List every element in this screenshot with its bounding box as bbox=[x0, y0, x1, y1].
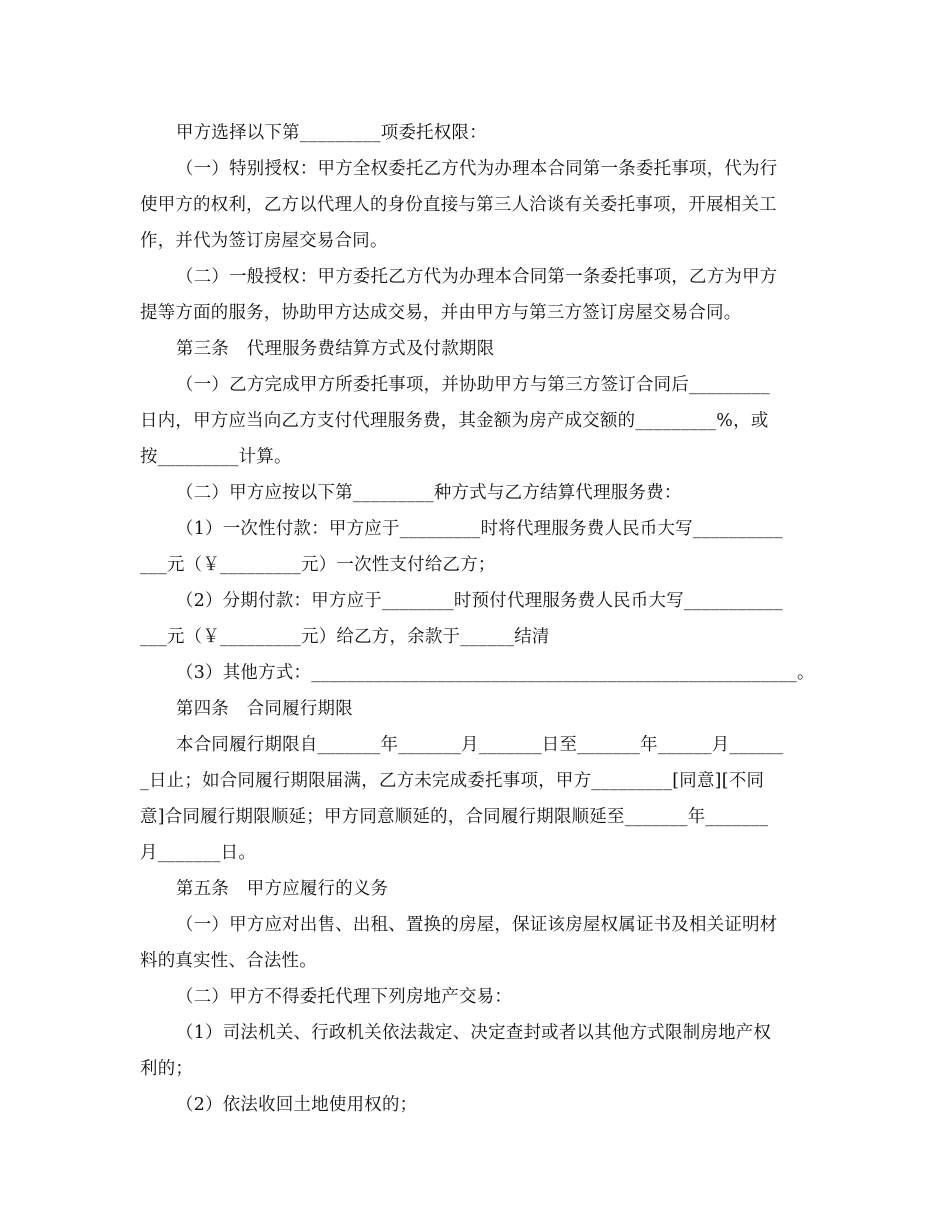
section-heading: 第三条 代理服务费结算方式及付款期限 bbox=[176, 339, 495, 359]
paragraph-line: 利的； bbox=[140, 1059, 194, 1079]
document-body bbox=[140, 115, 820, 1123]
paragraph-line: （二）甲方应按以下第_________种方式与乙方结算代理服务费： bbox=[176, 483, 682, 503]
paragraph-line: （1）司法机关、行政机关依法裁定、决定查封或者以其他方式限制房地产权 bbox=[176, 1023, 772, 1043]
paragraph-line: 月_______日。 bbox=[140, 843, 257, 863]
paragraph-line: （一）甲方应对出售、出租、置换的房屋，保证该房屋权属证书及相关证明材 bbox=[176, 915, 778, 935]
paragraph-line: 按_________计算。 bbox=[140, 447, 292, 467]
paragraph-line: 甲方选择以下第_________项委托权限： bbox=[176, 123, 487, 143]
paragraph-line: 料的真实性、合法性。 bbox=[140, 951, 317, 971]
paragraph-line: 本合同履行期限自_______年_______月_______日至_______年______月______ bbox=[176, 735, 784, 755]
paragraph-line: （2）分期付款：甲方应于________时预付代理服务费人民币大写___________ bbox=[176, 591, 783, 611]
paragraph-line: （一）乙方完成甲方所委托事项，并协助甲方与第三方签订合同后_________ bbox=[176, 375, 770, 395]
paragraph-line: （1）一次性付款：甲方应于_________时将代理服务费人民币大写__________ bbox=[176, 519, 783, 539]
paragraph-line: （3）其他方式：______________________________________________________。 bbox=[176, 663, 815, 683]
paragraph-line: 使甲方的权利，乙方以代理人的身份直接与第三人洽谈有关委托事项，开展相关工 bbox=[140, 195, 777, 215]
paragraph-line: ___元（￥_________元）给乙方，余款于______结清 bbox=[140, 627, 550, 647]
paragraph-line: 日内，甲方应当向乙方支付代理服务费，其金额为房产成交额的_________%，或 bbox=[140, 411, 769, 431]
paragraph-line: 提等方面的服务，协助甲方达成交易，并由甲方与第三方签订房屋交易合同。 bbox=[140, 303, 742, 323]
paragraph-line: 作，并代为签订房屋交易合同。 bbox=[140, 231, 388, 251]
paragraph-line: （2）依法收回土地使用权的； bbox=[176, 1095, 418, 1115]
paragraph-line: （二）一般授权：甲方委托乙方代为办理本合同第一条委托事项，乙方为甲方 bbox=[176, 267, 778, 287]
section-heading: 第四条 合同履行期限 bbox=[176, 699, 353, 719]
paragraph-line: （一）特别授权：甲方全权委托乙方代为办理本合同第一条委托事项，代为行 bbox=[176, 159, 778, 179]
paragraph-line: （二）甲方不得委托代理下列房地产交易： bbox=[176, 987, 513, 1007]
paragraph-line: 意]合同履行期限顺延；甲方同意顺延的，合同履行期限顺延至_______年_______ bbox=[140, 807, 769, 827]
paragraph-line: ___元（￥_________元）一次性支付给乙方； bbox=[140, 555, 496, 575]
paragraph-line: _日止；如合同履行期限届满，乙方未完成委托事项，甲方_________[同意][不同 bbox=[140, 771, 765, 791]
section-heading: 第五条 甲方应履行的义务 bbox=[176, 879, 389, 899]
